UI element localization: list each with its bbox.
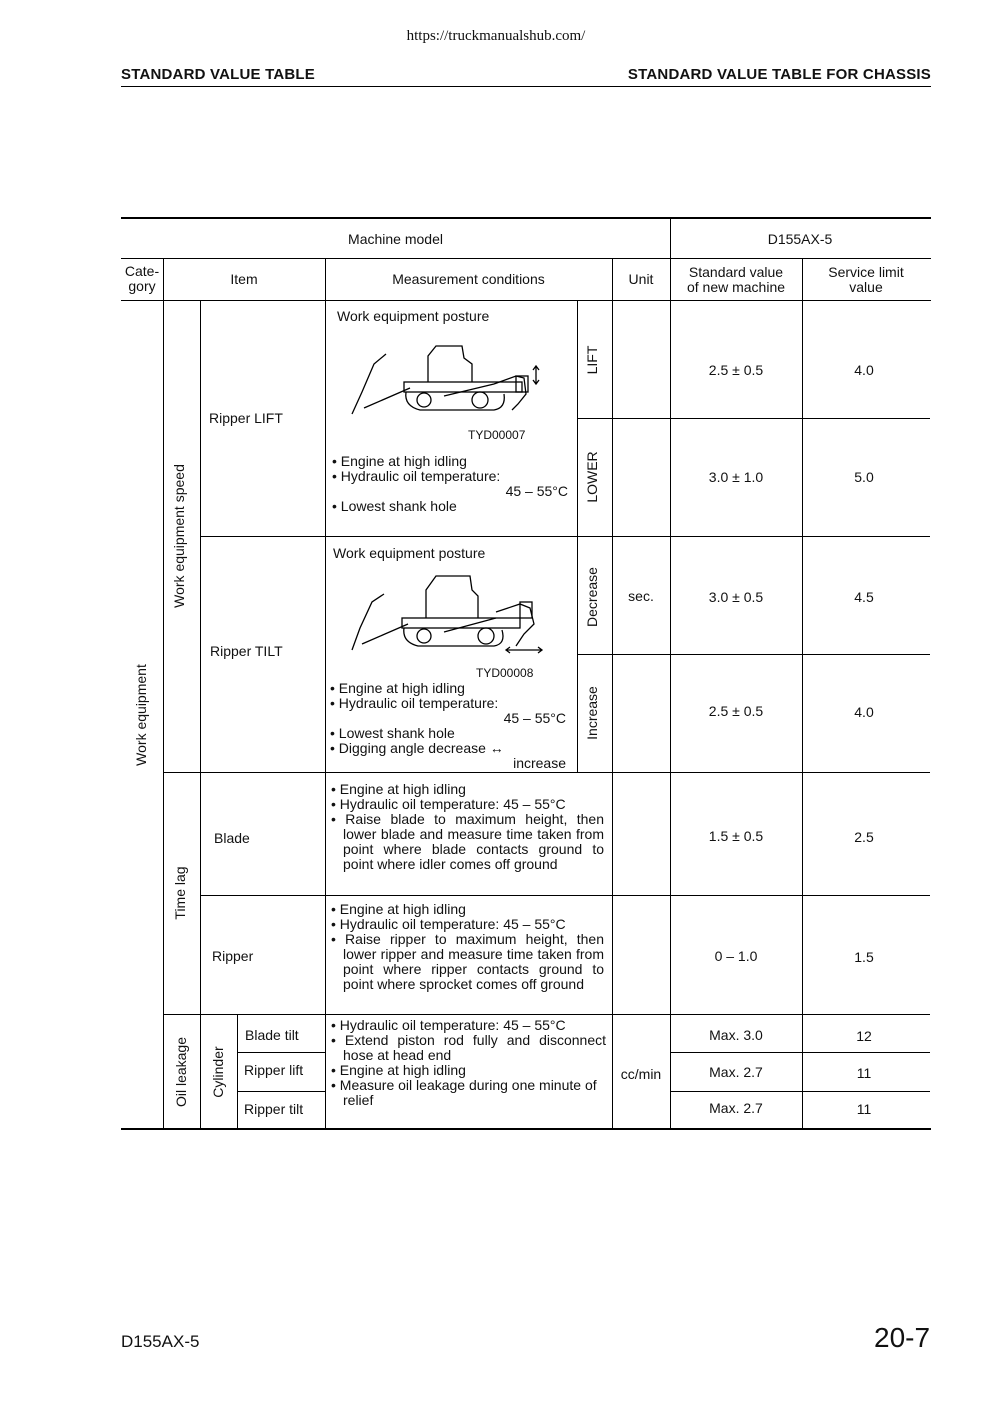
rule-speed-timelag bbox=[163, 772, 930, 773]
rule-v-cyl bbox=[237, 1014, 238, 1129]
fig-tyd00008: TYD00008 bbox=[476, 666, 534, 680]
rule-lift-tilt bbox=[200, 536, 930, 537]
oil-conditions: • Hydraulic oil temperature: 45 – 55°C • Extend piston rod fully and disconnect hose at head end • Engine at high idling • Measure oil leakage during one minute of relief bbox=[331, 1017, 606, 1108]
col-unit: Unit bbox=[628, 271, 654, 287]
limit-increase: 4.0 bbox=[854, 704, 874, 720]
unit-sec: sec. bbox=[628, 588, 654, 604]
rule-top bbox=[121, 217, 931, 219]
std-increase: 2.5 ± 0.5 bbox=[708, 703, 764, 719]
item-blade-tilt: Blade tilt bbox=[245, 1027, 299, 1043]
rule-oil-row2 bbox=[237, 1091, 325, 1092]
rule-v-item bbox=[325, 258, 326, 1129]
rule-header bbox=[121, 300, 931, 301]
footer-page-number: 20-7 bbox=[874, 1322, 931, 1353]
limit-decrease: 4.5 bbox=[854, 589, 874, 605]
col-category: Cate- gory bbox=[124, 263, 160, 294]
ripper-tilt-posture: Work equipment posture bbox=[333, 545, 486, 561]
rule-oil-row1 bbox=[237, 1052, 325, 1053]
group-oil-leakage: Oil leakage bbox=[173, 1036, 189, 1108]
col-standard: Standard value of new machine bbox=[686, 264, 786, 295]
std-ripper: 0 – 1.0 bbox=[714, 948, 758, 964]
ripper-lift-posture: Work equipment posture bbox=[337, 308, 490, 324]
rule-oil-row2b bbox=[670, 1091, 930, 1092]
limit-ripper: 1.5 bbox=[854, 949, 874, 965]
rule-v-std bbox=[670, 217, 671, 1129]
limit-lift: 4.0 bbox=[854, 362, 874, 378]
ripper-tilt-conditions: • Engine at high idling • Hydraulic oil temperature: 45 – 55°C • Lowest shank hole • Digging angle decrease ↔ increase bbox=[330, 680, 566, 771]
mode-lower: LOWER bbox=[584, 451, 600, 503]
col-limit: Service limit value bbox=[828, 264, 904, 295]
limit-ripper-lift-oil: 11 bbox=[856, 1065, 872, 1081]
rule-blade-ripper bbox=[200, 895, 930, 896]
mode-increase: Increase bbox=[584, 686, 600, 740]
ripper-conditions: • Engine at high idling • Hydraulic oil temperature: 45 – 55°C • Raise ripper to maximum height, then lower ripper and measure time taken from point where ripper contacts ground to point where sprocket comes off ground bbox=[331, 901, 604, 992]
std-ripper-lift-oil: Max. 2.7 bbox=[709, 1064, 763, 1080]
blade-conditions: • Engine at high idling • Hydraulic oil temperature: 45 – 55°C • Raise blade to maximum height, then lower blade and measure time taken from point where blade contacts ground to point where idler comes off ground bbox=[331, 781, 604, 872]
mode-lift: LIFT bbox=[584, 345, 600, 375]
machine-model-value: D155AX-5 bbox=[767, 231, 833, 247]
machine-model-label: Machine model bbox=[348, 231, 443, 247]
sub-cylinder: Cylinder bbox=[210, 1046, 226, 1098]
rule-v-group bbox=[200, 300, 201, 1129]
std-lower: 3.0 ± 1.0 bbox=[708, 469, 764, 485]
limit-lower: 5.0 bbox=[854, 469, 874, 485]
header-rule bbox=[121, 86, 931, 87]
mode-decrease: Decrease bbox=[584, 567, 600, 627]
item-ripper-tilt: Ripper TILT bbox=[210, 643, 283, 659]
group-work-equipment-speed: Work equipment speed bbox=[171, 464, 187, 608]
header-left: STANDARD VALUE TABLE bbox=[121, 66, 315, 83]
limit-blade: 2.5 bbox=[854, 829, 874, 845]
rule-dec-inc bbox=[577, 654, 930, 655]
std-decrease: 3.0 ± 0.5 bbox=[708, 589, 764, 605]
std-lift: 2.5 ± 0.5 bbox=[708, 362, 764, 378]
rule-model bbox=[121, 258, 931, 259]
fig-tyd00007: TYD00007 bbox=[468, 428, 526, 442]
std-ripper-tilt-oil: Max. 2.7 bbox=[709, 1100, 763, 1116]
rule-bottom bbox=[121, 1128, 931, 1130]
rule-oil-row1b bbox=[670, 1052, 930, 1053]
col-item: Item bbox=[230, 271, 258, 287]
category-work-equipment: Work equipment bbox=[133, 664, 149, 766]
bulldozer-tilt-figure bbox=[344, 568, 554, 660]
rule-v-unit bbox=[612, 258, 613, 1129]
source-url[interactable]: https://truckmanualshub.com/ bbox=[406, 28, 586, 44]
rule-lift-lower bbox=[577, 418, 930, 419]
col-conditions: Measurement conditions bbox=[392, 271, 545, 287]
item-blade: Blade bbox=[214, 830, 250, 846]
footer-model: D155AX-5 bbox=[121, 1332, 200, 1351]
limit-blade-tilt: 12 bbox=[856, 1028, 872, 1044]
ripper-lift-conditions: • Engine at high idling • Hydraulic oil temperature: 45 – 55°C • Lowest shank hole bbox=[332, 453, 568, 514]
rule-v-limit bbox=[802, 258, 803, 1129]
limit-ripper-tilt-oil: 11 bbox=[856, 1101, 872, 1117]
bulldozer-lift-figure bbox=[344, 334, 554, 422]
rule-v-cat bbox=[163, 258, 164, 1129]
rule-timelag-oil bbox=[163, 1014, 930, 1015]
item-ripper-lift: Ripper LIFT bbox=[209, 410, 283, 426]
std-blade: 1.5 ± 0.5 bbox=[708, 828, 764, 844]
header-right: STANDARD VALUE TABLE FOR CHASSIS bbox=[627, 66, 931, 83]
group-time-lag: Time lag bbox=[172, 866, 188, 920]
unit-ccmin: cc/min bbox=[620, 1066, 662, 1082]
item-ripper-tilt-oil: Ripper tilt bbox=[244, 1101, 304, 1117]
rule-v-mode bbox=[577, 300, 578, 772]
item-ripper-lift-oil: Ripper lift bbox=[244, 1062, 304, 1078]
item-ripper: Ripper bbox=[212, 948, 254, 964]
std-blade-tilt: Max. 3.0 bbox=[709, 1027, 763, 1043]
